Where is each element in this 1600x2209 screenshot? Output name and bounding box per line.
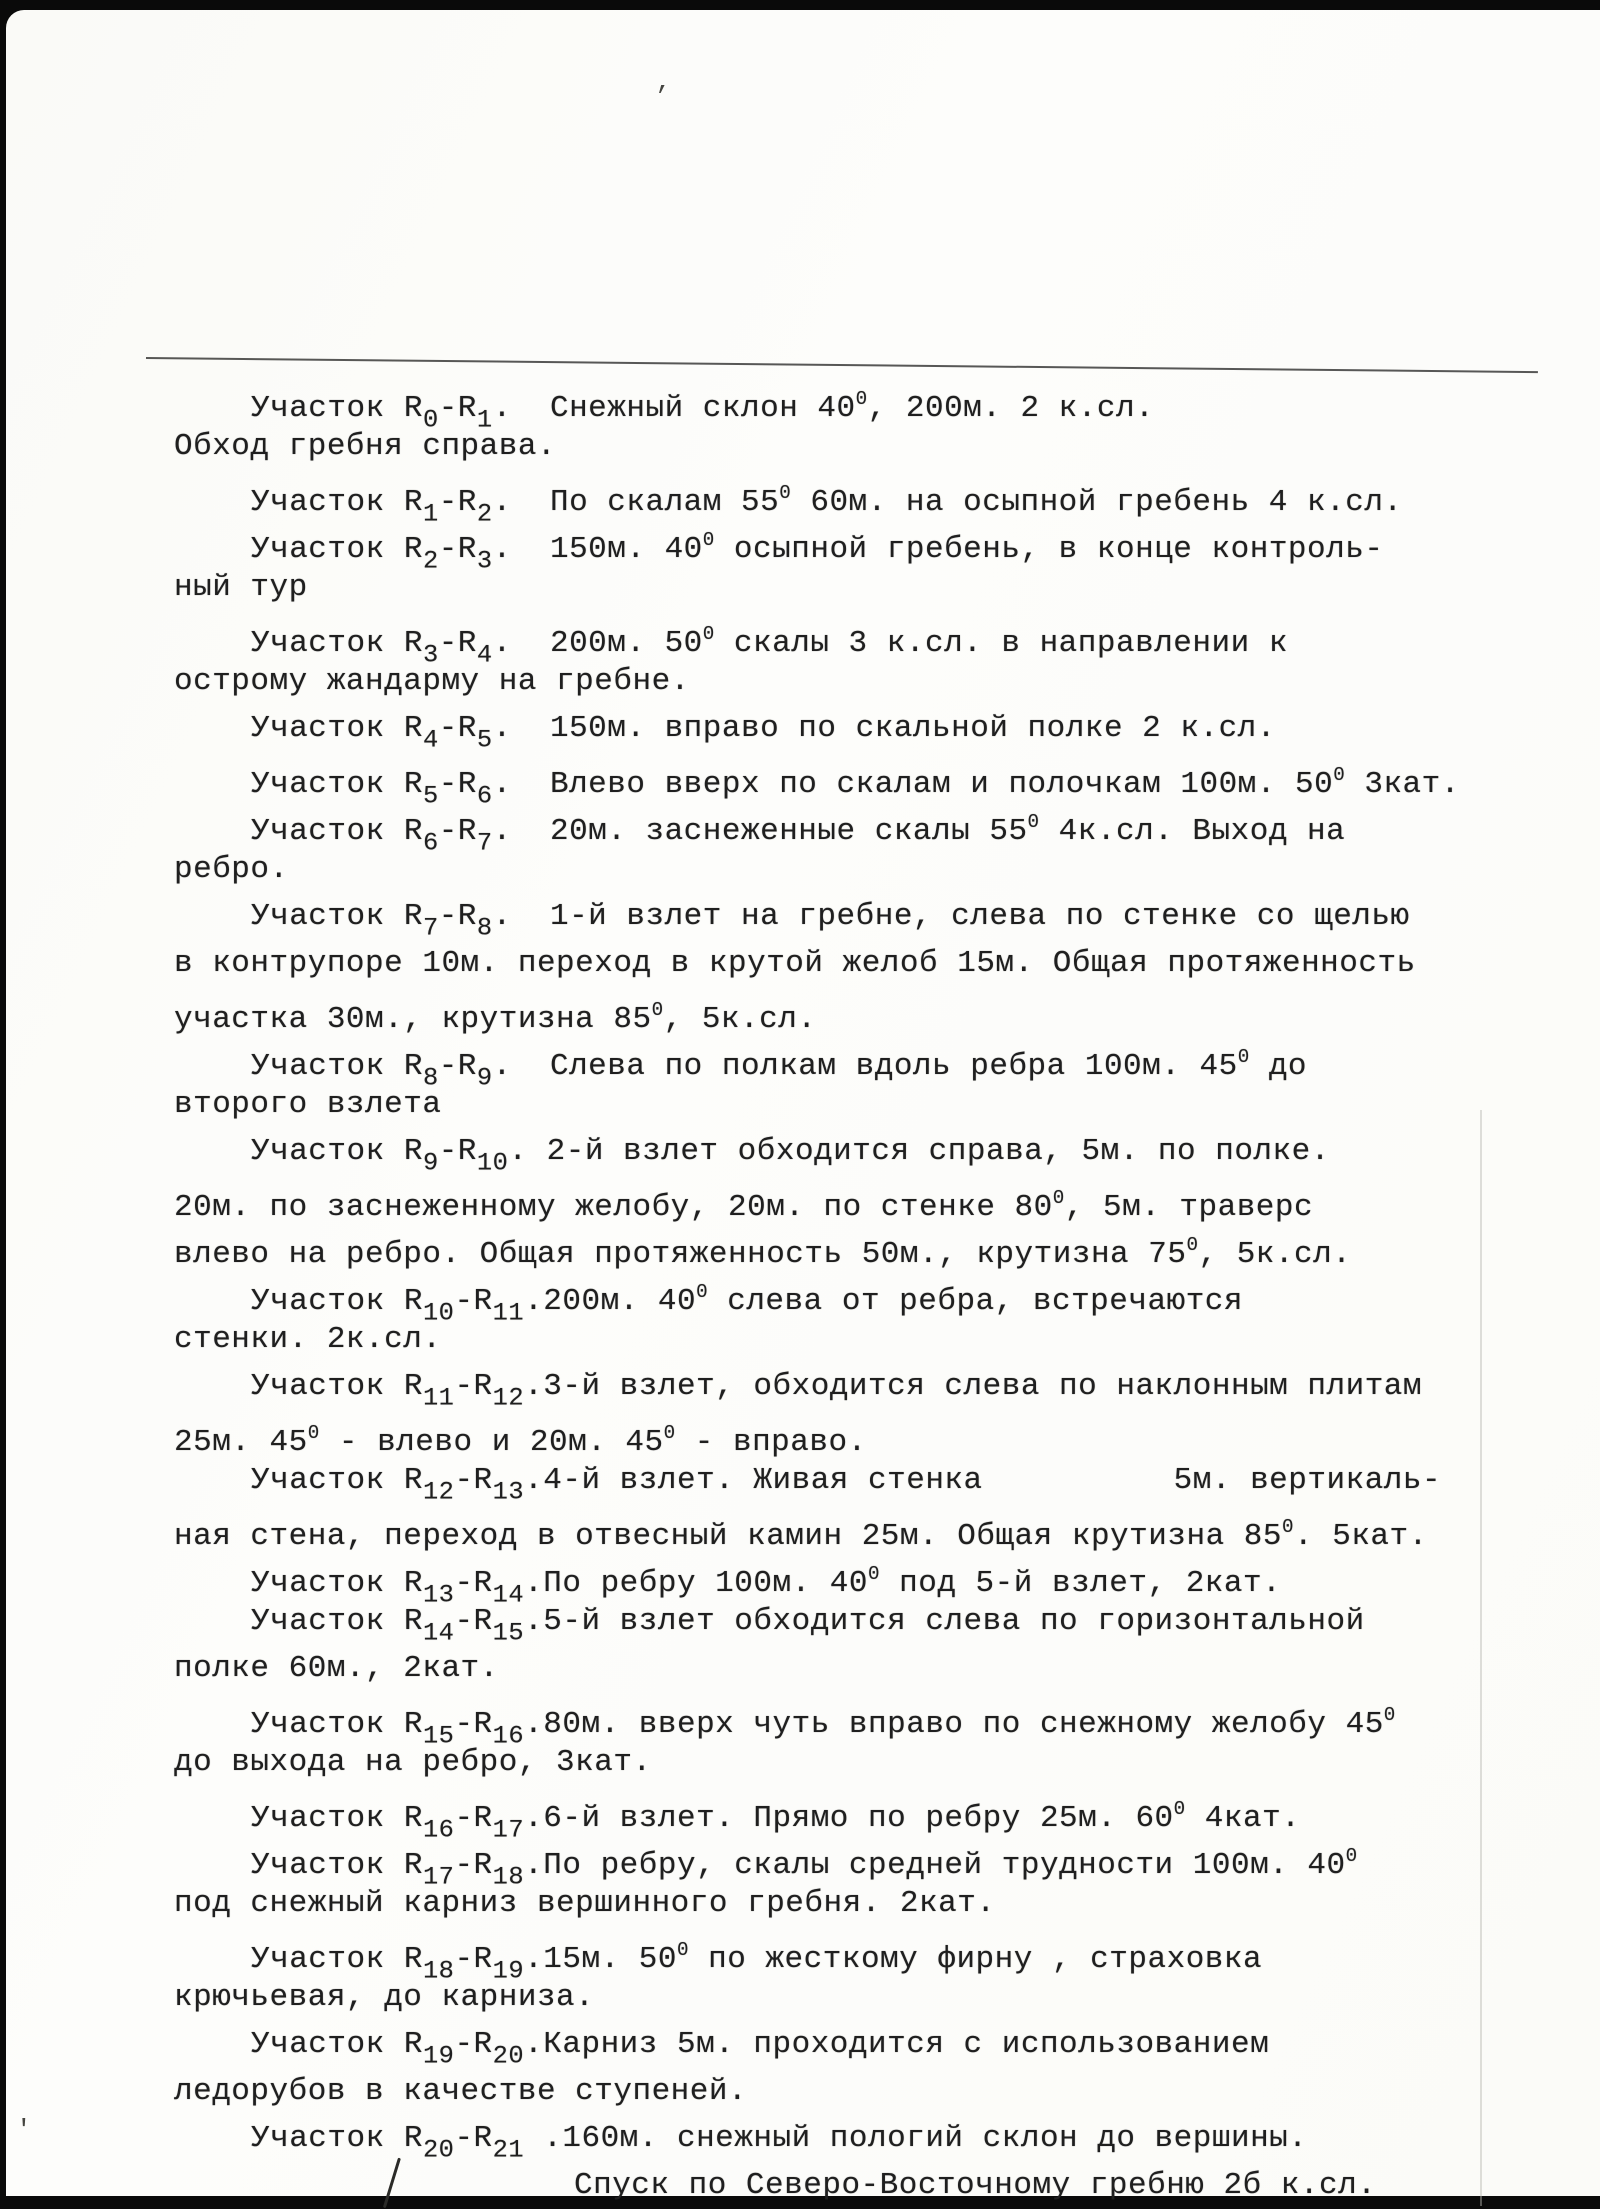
text-line: 20м. по заснеженному желобу, 20м. по стенке $80^0$, 5м. траверс [174,1187,1314,1225]
text-line: Участок $R_1-R_2$. По скалам $55^0$ 60м. на осыпной гребень 4 к.сл. [251,482,1403,529]
text-line: Участок $R_4-R_5$. 150м. вправо по скальной полке 2 к.сл. [251,711,1276,755]
text-line: ледорубов в качестве ступеней. [174,2074,748,2109]
text-line: Участок $R_{16}-R_{17}.6-й$ взлет. Прямо по ребру 25м. $60^0$ 4кат. [251,1798,1301,1845]
scan-shade-line [1480,1110,1482,2206]
text-line: Участок $R_2-R_3$. 150м. $40^0$ осыпной гребень, в конце контроль- [251,529,1384,576]
text-line: Участок $R_{11}-R_{12}.3-й$ взлет, обходится слева по наклонным плитам [251,1369,1422,1413]
scan-artifact: ’ [654,82,670,112]
text-line: Участок $R_{13}-R_{14}.По$ ребру 100м. $40^0$ под 5-й взлет, 2кат. [251,1563,1282,1610]
text-line: Участок $R_{20}-R_{21}$ .160м. снежный пологий склон до вершины. [251,2121,1308,2165]
document-text [174,376,1460,2209]
text-line: Участок $R_5-R_6$. Влево вверх по скалам и полочкам 100м. $50^0$ 3кат. [251,764,1460,811]
text-line: ная стена, переход в отвесный камин 25м. Общая крутизна $85^0$. 5кат. [174,1516,1428,1554]
text-line: 25м. $45^0$ - влево и 20м. $45^0$ - вправо. [174,1422,867,1460]
text-line: Участок $R_{12}-R_{13}.4-й$ взлет. Живая стенка 5м. вертикаль- [251,1463,1442,1507]
text-line: под снежный карниз вершинного гребня. 2кат. [174,1886,996,1921]
text-line: участка 30м., крутизна $85^0$, 5к.сл. [174,999,817,1037]
text-line: Участок $R_{18}-R_{19}.15м$. $50^0$ по жесткому фирну , страховка [251,1939,1263,1986]
text-line: Участок $R_{19}-R_{20}.Карниз$ 5м. проходится с использованием [251,2027,1270,2071]
scanned-page [6,10,1600,2203]
scan-fold-line [146,357,1538,373]
text-line: ребро. [174,852,289,887]
text-line: Спуск по Северо-Восточному гребню 2б к.сл. [574,2168,1377,2203]
text-line: Участок $R_8-R_9$. Слева по полкам вдоль ребра 100м. $45^0$ до [251,1046,1308,1093]
text-line: Участок $R_{17}-R_{18}.По$ ребру, скалы средней трудности 100м. $40^0$ [251,1845,1358,1892]
scan-artifact: ' [16,2115,32,2145]
text-line: ный тур [174,570,308,605]
text-line: Участок $R_{14}-R_{15}.5-й$ взлет обходится слева по горизонтальной [251,1604,1365,1648]
text-line: в контрупоре 10м. переход в крутой желоб 15м. Общая протяженность [174,946,1416,981]
text-line: Участок $R_{10}-R_{11}.200м$. $40^0$ слева от ребра, встречаются [251,1281,1244,1328]
text-line: острому жандарму на гребне. [174,664,690,699]
text-line: крючьевая, до карниза. [174,1980,595,2015]
text-line: стенки. 2к.сл. [174,1322,442,1357]
text-line: до выхода на ребро, 3кат. [174,1745,652,1780]
text-line: Участок $R_6-R_7$. 20м. заснеженные скалы $55^0$ 4к.сл. Выход на [251,811,1346,858]
text-line: Участок $R_9-R_{10}$. 2-й взлет обходится справа, 5м. по полке. [251,1134,1330,1178]
text-line: влево на ребро. Общая протяженность 50м., крутизна $75^0$, 5к.сл. [174,1234,1352,1272]
text-line: полке 60м., 2кат. [174,1651,499,1686]
text-line: Участок $R_7-R_8$. 1-й взлет на гребне, слева по стенке со щелью [251,899,1410,943]
text-line: второго взлета [174,1087,442,1122]
text-line: Участок $R_3-R_4$. 200м. $50^0$ скалы 3 к.сл. в направлении к [251,623,1288,670]
text-line: Участок $R_{15}-R_{16}.80м$. вверх чуть вправо по снежному желобу $45^0$ [251,1704,1396,1751]
text-line: Участок $R_0-R_1$. Снежный склон $40^0$, 200м. 2 к.сл. [251,388,1155,435]
text-line: Обход гребня справа. [174,429,557,464]
